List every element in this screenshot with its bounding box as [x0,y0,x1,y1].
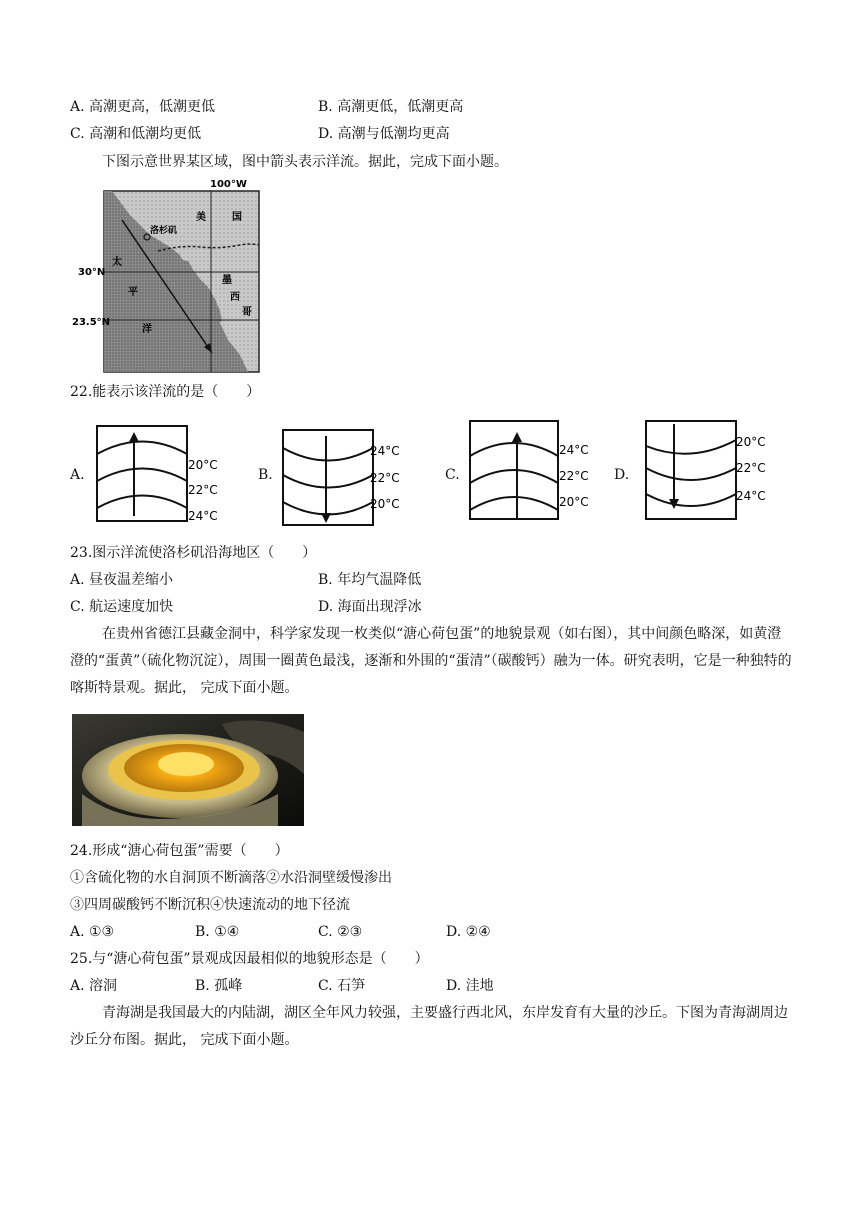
q25-option-a: A. 溶洞 [70,978,118,994]
egg-intro: 在贵州省德江县藏金洞中，科学家发现一枚类似“溏心荷包蛋”的地貌景观（如右图），其中间颜色略深，如黄澄澄的“蛋黄”（硫化物沉淀），周围一圈黄色最浅，逐渐和外围的“蛋清”（碳酸钙）融为一体。研究表明，它是一种独特的喀斯特景观。据此， 完成下面小题。 [70,626,792,696]
q22-diagram-b [280,428,430,528]
q25-option-d: D. 洼地 [446,978,494,994]
q21-option-d: D. 高潮与低潮均更高 [318,126,450,142]
q23-option-b: B. 年均气温降低 [318,572,422,588]
q24-option-c: C. ②③ [318,924,363,940]
current-intro: 下图示意世界某区域，图中箭头表示洋流。据此，完成下面小题。 [102,154,508,170]
q22-diagram-d [640,418,790,522]
b-temp-2: 22°C [370,471,400,485]
q22-diagram-a [92,424,252,524]
q21-option-c: C. 高潮和低潮均更低 [70,126,202,142]
q23-option-d: D. 海面出现浮冰 [318,599,422,615]
d-temp-1: 20°C [736,435,766,449]
q22-diagram-c [467,418,617,522]
q21-option-a: A. 高潮更高，低潮更低 [70,99,216,115]
lon-label: 100°W [210,179,247,190]
ocean-current-map [70,175,270,375]
egg-landform-photo [72,714,304,826]
q25-option-c: C. 石笋 [318,978,366,994]
q23-option-c: C. 航运速度加快 [70,599,174,615]
mex-label-3: 哥 [242,307,252,318]
c-temp-1: 24°C [559,443,589,457]
a-temp-2: 22°C [188,483,218,497]
q24-line2: ③四周碳酸钙不断沉积④快速流动的地下径流 [70,897,350,913]
q23-stem: 23.图示洋流使洛杉矶沿海地区（ ） [70,545,317,561]
d-temp-2: 22°C [736,461,766,475]
lake-intro: 青海湖是我国最大的内陆湖，湖区全年风力较强，主要盛行西北风，东岸发育有大量的沙丘。下图为青海湖周边沙丘分布图。据此， 完成下面小题。 [70,1005,788,1048]
usa-label-2: 国 [232,212,242,223]
q22-label-b: B. [258,467,273,483]
ocean-label-3: 洋 [142,324,152,335]
lat235-label: 23.5°N [72,317,111,328]
c-temp-3: 20°C [559,495,589,509]
b-temp-3: 20°C [370,497,400,511]
la-label: 洛杉矶 [150,226,178,236]
lat30-label: 30°N [78,267,106,278]
q21-option-b: B. 高潮更低，低潮更高 [318,99,464,115]
q25-stem: 25.与“溏心荷包蛋”景观成因最相似的地貌形态是（ ） [70,951,429,967]
a-temp-1: 20°C [188,458,218,472]
q24-option-a: A. ①③ [70,924,115,940]
mex-label-1: 墨 [222,275,232,286]
c-temp-2: 22°C [559,469,589,483]
q22-label-d: D. [614,467,630,483]
a-temp-3: 24°C [188,509,218,523]
q24-stem: 24.形成“溏心荷包蛋”需要（ ） [70,843,289,859]
ocean-label-1: 太 [112,257,122,268]
q24-option-b: B. ①④ [195,924,240,940]
q22-stem: 22.能表示该洋流的是（ ） [70,384,261,400]
ocean-label-2: 平 [128,287,138,298]
q24-option-d: D. ②④ [446,924,491,940]
q22-label-c: C. [445,467,460,483]
q23-option-a: A. 昼夜温差缩小 [70,572,174,588]
q22-label-a: A. [70,467,85,483]
mex-label-2: 西 [230,292,240,303]
usa-label-1: 美 [196,212,206,223]
d-temp-3: 24°C [736,489,766,503]
q25-option-b: B. 孤峰 [195,978,243,994]
q24-line1: ①含硫化物的水自洞顶不断滴落②水沿洞壁缓慢渗出 [70,870,392,886]
b-temp-1: 24°C [370,444,400,458]
